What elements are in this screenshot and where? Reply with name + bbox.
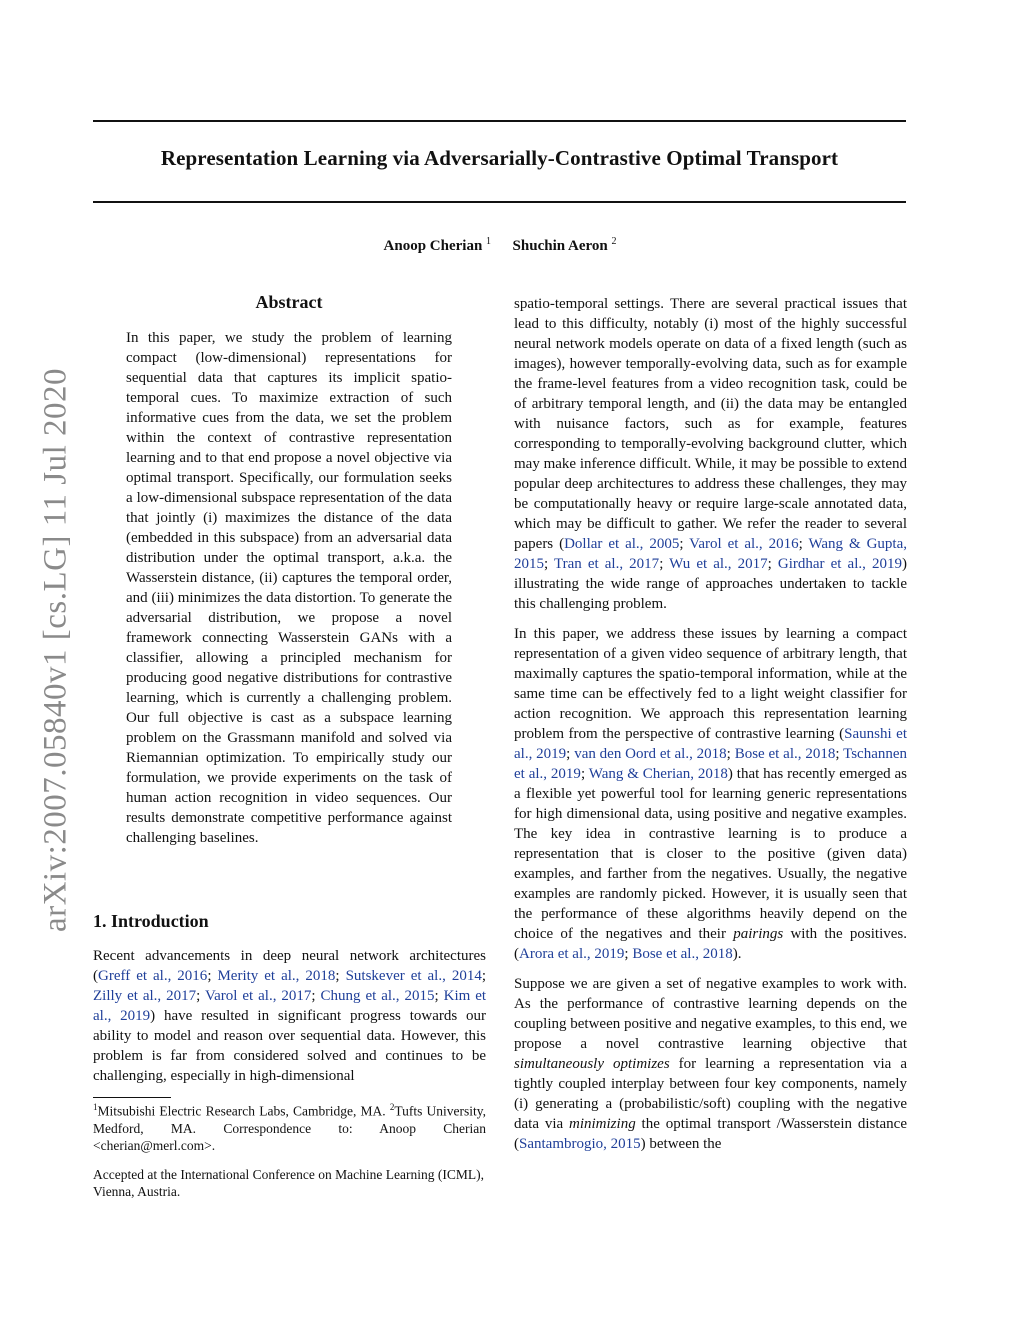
citation-link[interactable]: Kim et al., 2019 (93, 988, 487, 1024)
title-top-rule (93, 120, 906, 122)
citation-link[interactable]: Santambrogio, 2015 (519, 1136, 641, 1152)
right-column (514, 294, 907, 1164)
citation-link[interactable]: Wang & Gupta, 2015 (514, 536, 907, 572)
abstract-text: In this paper, we study the problem of learning compact (low-dimensional) representations for sequential data that captures its implicit spatio-temporal cues. To maximize extraction of such informative cues from the data, we set the problem within the context of contrastive representation learning and to that end propose a novel objective via optimal transport. Specifically, our formulation seeks a low-dimensional subspace representation of the data that jointly (i) maximizes the distance of the data (embedded in this subspace) from an adversarial data distribution under the optimal transport, a.k.a. the Wasserstein distance, (ii) captures the temporal order, and (iii) minimizes the data distortion. To generate the adversarial distribution, we propose a novel framework connecting Wasserstein GANs with a classifier, allowing a principled mechanism for producing good negative distributions for contrastive learning, which is currently a challenging problem. Our full objective is cast as a subspace learning problem on the Grassmann manifold and solved via Riemannian optimization. To empirically study our formulation, we provide experiments on the task of human action recognition in video sequences. Our results demonstrate competitive performance against challenging baselines. (126, 330, 452, 846)
citation-link[interactable]: Dollar et al., 2005 (564, 536, 680, 552)
citation-link[interactable]: Saunshi et al., 2019 (514, 726, 907, 762)
acceptance-note: Accepted at the International Conference on Machine Learning (ICML), Vienna, Austria. (93, 1167, 484, 1199)
citation-link[interactable]: Greff et al., 2016 (98, 968, 208, 984)
body-paragraph: In this paper, we address these issues by learning a compact representation of a given video sequence of arbitrary length, that maximally captures the spatio-temporal information, while at the same time can be effectively fed to a light weight classifier for action recognition. We approach this representation learning problem from the perspective of contrastive learning (Saunshi et al., 2019; van den Oord et al., 2018; Bose et al., 2018; Tschannen et al., 2019; Wang & Cherian, 2018) that has recently emerged as a flexible yet powerful tool for learning generic representations for high dimensional data, using positive and negative examples. The key idea in contrastive learning is to produce a representation that is closer to the positive (given data) examples, and farther from the negatives. Usually, the negative examples are randomly picked. However, it is usually seen that the performance of these algorithms heavily depend on the choice of the negatives and their pairings with the positives. (Arora et al., 2019; Bose et al., 2018). (514, 626, 908, 962)
citation-link[interactable]: Girdhar et al., 2019 (777, 556, 902, 572)
paper-title: Representation Learning via Adversarially-Contrastive Optimal Transport (160, 146, 839, 170)
citation-link[interactable]: Wang & Cherian, 2018 (588, 766, 728, 782)
citation-link[interactable]: Chung et al., 2015 (320, 988, 435, 1004)
author-affiliation: 1 (486, 236, 492, 247)
body-paragraph: Suppose we are given a set of negative examples to work with. As the performance of contrastive learning depends on the coupling between positive and negative examples, to this end, we propose a novel contrastive learning objective that simultaneously optimizes for learning a representation via a tightly coupled interplay between four key components, namely (i) generating a (probabilistic/soft) coupling with the negative data via minimizing the optimal transport /Wasserstein distance (Santambrogio, 2015) between the (514, 976, 908, 1152)
citation-link[interactable]: Varol et al., 2017 (204, 988, 312, 1004)
citation-link[interactable]: Wu et al., 2017 (669, 556, 768, 572)
affiliation-footnote: $^1$Mitsubishi Electric Research Labs, Cambridge, MA. $^2$Tufts University, Medford, MA. Correspondence to: Anoop Cherian <cherian@merl.com>. (93, 1102, 487, 1153)
author-name: Shuchin Aeron (512, 238, 608, 254)
footnote-rule (93, 1097, 171, 1098)
author-name: Anoop Cherian (383, 238, 483, 254)
citation-link[interactable]: Arora et al., 2019 (519, 946, 625, 962)
author-line (0, 236, 1000, 255)
citation-link[interactable]: Merity et al., 2018 (217, 968, 336, 984)
citation-link[interactable]: Bose et al., 2018 (734, 746, 836, 762)
citation-link[interactable]: Sutskever et al., 2014 (345, 968, 482, 984)
citation-link[interactable]: Zilly et al., 2017 (93, 988, 197, 1004)
author-affiliation: 2 (611, 236, 617, 247)
citation-link[interactable]: Tschannen et al., 2019 (514, 746, 908, 782)
citation-link[interactable]: van den Oord et al., 2018 (574, 746, 727, 762)
section-heading-introduction: 1. Introduction (93, 911, 209, 931)
title-bottom-rule (93, 201, 906, 203)
citation-link[interactable]: Tran et al., 2017 (553, 556, 660, 572)
intro-paragraph: Recent advancements in deep neural network architectures (Greff et al., 2016; Merity et al., 2018; Sutskever et al., 2014; Zilly et al., 2017; Varol et al., 2017; Chung et al., 2015; Kim et al., 2019) have resulted in significant progress towards our ability to model and reason over sequential data. However, this problem is far from considered solved and continues to be challenging, especially in high-dimensional (93, 948, 487, 1084)
citation-link[interactable]: Varol et al., 2016 (689, 536, 799, 552)
citation-link[interactable]: Bose et al., 2018 (632, 946, 733, 962)
abstract-heading: Abstract (255, 292, 323, 312)
body-paragraph: spatio-temporal settings. There are several practical issues that lead to this difficulty, notably (i) most of the highly successful neural network models operate on data of a fixed length (such as images), however temporally-evolving data, such as for example the frame-level features from a video recognition task, could be of arbitrary temporal length, and (ii) the data may be entangled with nuisance factors, such as for example, features corresponding to temporally-evolving background clutter, which may make inference difficult. While, it may be possible to extend popular deep architectures to address these challenges, they may be computationally heavy or require large-scale annotated data, which may be difficult to gather. We refer the reader to several papers (Dollar et al., 2005; Varol et al., 2016; Wang & Gupta, 2015; Tran et al., 2017; Wu et al., 2017; Girdhar et al., 2019) illustrating the wide range of approaches undertaken to tackle this challenging problem. (514, 296, 907, 612)
arxiv-watermark: arXiv:2007.05840v1 [cs.LG] 11 Jul 2020 (37, 367, 74, 933)
